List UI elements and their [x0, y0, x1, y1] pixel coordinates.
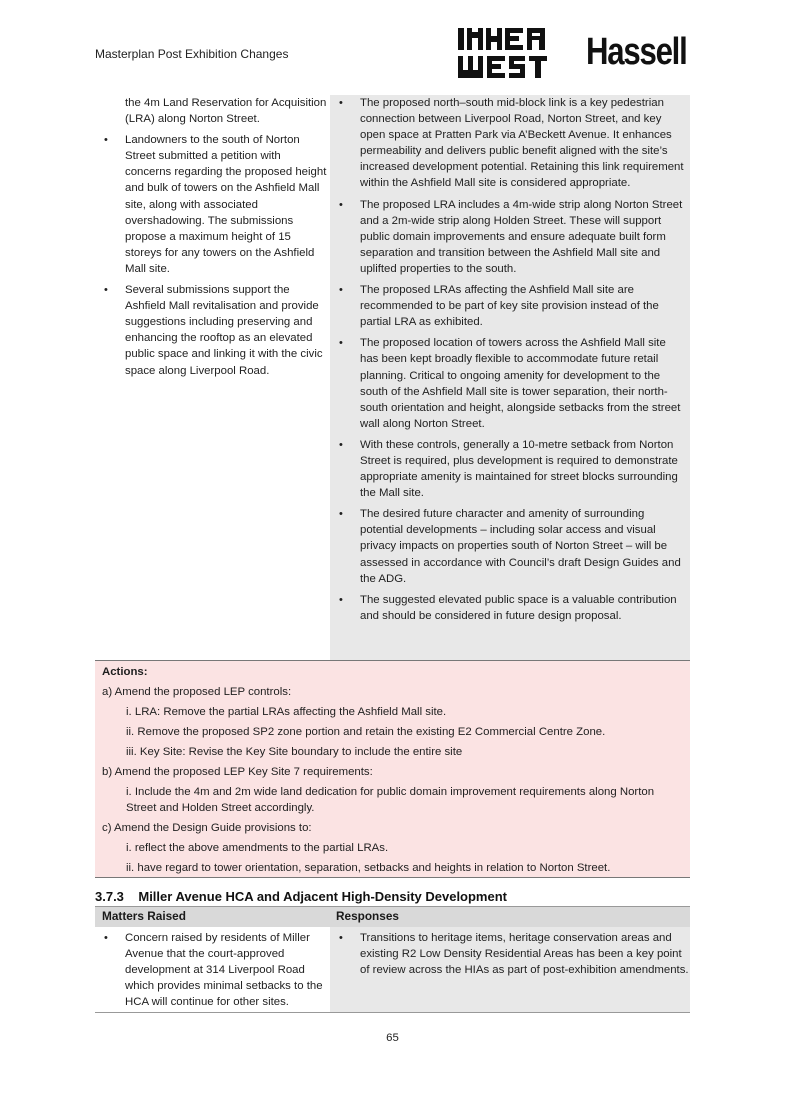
list-item: • The suggested elevated public space is a valuable contribution and should be considered in future design proposal. — [330, 592, 686, 624]
responses-column — [330, 95, 690, 660]
list-item: • The proposed LRAs affecting the Ashfield Mall site are recommended to be part of key site provision instead of the partial LRA as exhibited. — [330, 282, 686, 330]
list-item: • Several submissions support the Ashfield Mall revitalisation and provide suggestions including preserving and enhancing the rooftop as an elevated public space and linking it with the civic space along Liverpool Road. — [95, 282, 327, 379]
action-subitem: i. reflect the above amendments to the partial LRAs. — [126, 842, 389, 854]
list-item: • The proposed location of towers across the Ashfield Mall site has been kept broadly flexible to accommodate future retail planning. Critical to ongoing amenity for development to the south of the Ashfield Mall site is tower separation, their north-south orientation and height, alongside setbacks from the street wall along Norton Street. — [330, 335, 686, 432]
page-number: 65 — [386, 1032, 399, 1044]
table-header — [95, 906, 690, 927]
list-item: • Transitions to heritage items, heritage conservation areas and existing R2 Low Density Residential Areas has been a key point of review across the HIAs as part of post-exhibition amendments. — [330, 930, 690, 978]
action-subitem: ii. have regard to tower orientation, separation, setbacks and heights in relation to Norton Street. — [126, 862, 611, 874]
action-subitem: iii. Key Site: Revise the Key Site boundary to include the entire site — [126, 746, 463, 758]
table-row — [95, 927, 690, 1013]
list-item: • The proposed LRA includes a 4m-wide strip along Norton Street and a 2m-wide strip along Holden Street. These will support public domain improvements and ensure adequate built form separation and transition between the Ashfield Mall site and uplifted properties to the south. — [330, 197, 686, 277]
section-heading: 3.7.3 Miller Avenue HCA and Adjacent High-Density Development — [95, 889, 507, 904]
action-subitem: ii. Remove the proposed SP2 zone portion and retain the existing E2 Commercial Centre Zone. — [126, 726, 606, 738]
inner-west-logo — [457, 26, 557, 80]
hassell-logo: Hassell — [586, 31, 687, 73]
actions-box — [95, 660, 690, 878]
list-item: • Concern raised by residents of Miller Avenue that the court-approved development at 314 Liverpool Road which provides minimal setbacks to the HCA will continue for other sites. — [95, 930, 331, 1010]
list-item: • The proposed north–south mid-block link is a key pedestrian connection between Liverpool Road, Norton Street, and key open space at Pratten Park via A’Beckett Avenue. It enhances permeability and delivers public benefit aligned with the site’s increased development potential. Retaining this link requirement within the Ashfield Mall site is considered appropriate. — [330, 95, 686, 192]
responses-table-continued — [95, 95, 690, 660]
matters-cell — [95, 930, 331, 1015]
list-item: the 4m Land Reservation for Acquisition (LRA) along Norton Street. — [125, 97, 327, 126]
column-header-matters: Matters Raised — [102, 909, 186, 923]
column-header-responses: Responses — [336, 909, 399, 923]
action-item: b) Amend the proposed LEP Key Site 7 requirements: — [102, 766, 373, 778]
actions-title: Actions: — [102, 666, 148, 678]
action-item: c) Amend the Design Guide provisions to: — [102, 822, 312, 834]
list-item: • The desired future character and amenity of surrounding potential developments – including solar access and visual privacy impacts on properties south of Norton Street – will be assessed in accordance with Council’s draft Design Guides and the ADG. — [330, 506, 686, 586]
matters-raised-column — [95, 95, 331, 660]
responses-cell — [330, 927, 690, 1012]
list-item: • Landowners to the south of Norton Street submitted a petition with concerns regarding the proposed height and bulk of towers on the Ashfield Mall site, along with associated overshadowing. The submissions propose a maximum height of 15 storeys for any towers on the Ashfield Mall site. — [95, 132, 327, 277]
page-header-title: Masterplan Post Exhibition Changes — [95, 47, 289, 61]
list-item: • With these controls, generally a 10-metre setback from Norton Street is required, plus development is required to demonstrate appropriate amenity is maintained for street blocks surrounding the Mall site. — [330, 437, 686, 501]
action-subitem: i. LRA: Remove the partial LRAs affecting the Ashfield Mall site. — [126, 706, 447, 718]
action-item: a) Amend the proposed LEP controls: — [102, 686, 292, 698]
action-subitem: i. Include the 4m and 2m wide land dedication for public domain improvement requirements along Norton Street and Holden Street accordingly. — [126, 786, 655, 814]
